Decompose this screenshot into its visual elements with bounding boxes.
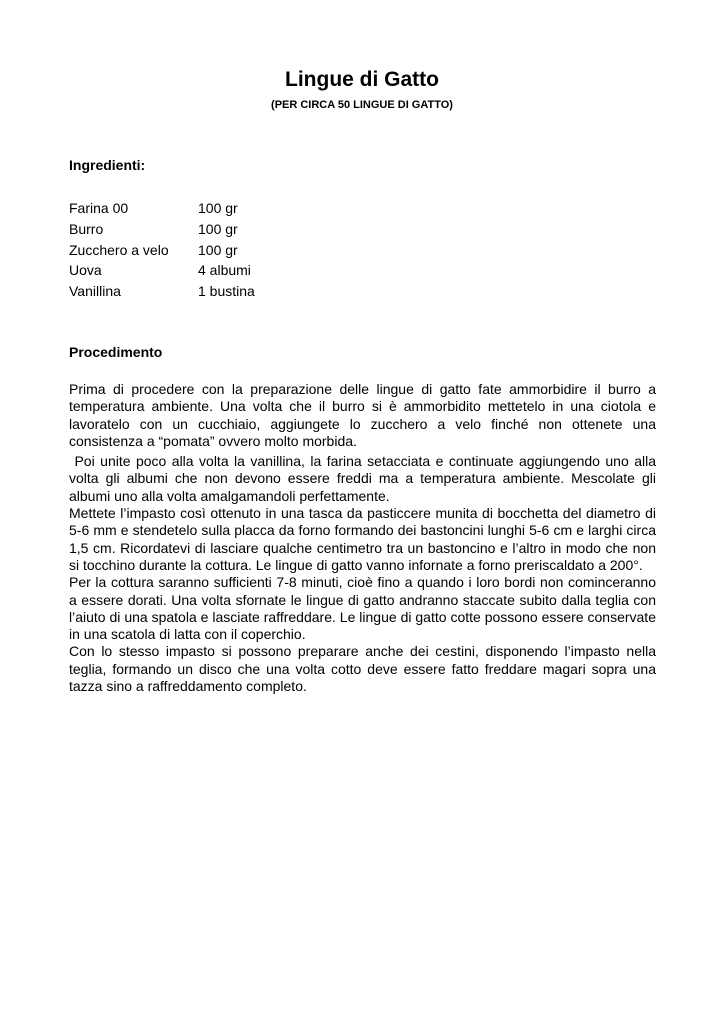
ingredient-row xyxy=(69,260,255,281)
procedure-paragraph: Con lo stesso impasto si possono preparare anche dei cestini, disponendo l’impasto nella teglia, formando un disco che una volta cotto deve essere fatto freddare magari sopra una tazza sino a raffreddamento completo. xyxy=(69,643,656,695)
ingredient-quantity: 100 gr xyxy=(198,200,238,216)
procedure-paragraph: Per la cottura saranno sufficienti 7-8 minuti, cioè fino a quando i loro bordi non cominceranno a essere dorati. Una volta sfornate le lingue di gatto andranno staccate subito dalla teglia con l’aiuto di una spatola e lasciate raffreddare. Le lingue di gatto cotte possono essere conservate in una scatola di latta con il coperchio. xyxy=(69,574,656,643)
ingredients-heading: Ingredienti: xyxy=(69,157,146,173)
ingredient-quantity: 100 gr xyxy=(198,220,238,237)
ingredient-row xyxy=(69,240,255,261)
procedure-paragraph: Prima di procedere con la preparazione delle lingue di gatto fate ammorbidire il burro a temperatura ambiente. Una volta che il burro si è ammorbidito mettetelo in una ciotola e lavoratelo con un cucchiaio, aggiungete lo zucchero a velo finché non ottenete una consistenza a “pomata” ovvero molto morbida. xyxy=(69,381,656,449)
procedure-heading: Procedimento xyxy=(69,344,163,360)
ingredient-name: Zucchero a velo xyxy=(69,241,169,258)
ingredient-name: Farina 00 xyxy=(69,200,129,216)
document-subtitle: (PER CIRCA 50 LINGUE DI GATTO) xyxy=(271,99,453,111)
ingredient-quantity: 1 bustina xyxy=(198,283,255,300)
ingredient-name: Burro xyxy=(69,220,104,237)
ingredient-row xyxy=(69,219,255,240)
ingredient-row xyxy=(69,198,255,219)
procedure-paragraph: Mettete l’impasto così ottenuto in una tasca da pasticcere munita di bocchetta del diametro di 5-6 mm e stendetelo sulla placca da forno formando dei bastoncini lunghi 5-6 cm e larghi circa 1,5 cm. Ricordatevi di lasciare qualche centimetro tra un bastoncino e l’altro in modo che non si tocchino durante la cottura. Le lingue di gatto vanno infornate a forno preriscaldato a 200°. xyxy=(69,505,656,573)
ingredient-name: Vanillina xyxy=(69,283,121,300)
document-title: Lingue di Gatto xyxy=(285,68,439,91)
procedure-paragraph: Poi unite poco alla volta la vanillina, la farina setacciata e continuate aggiungendo uno alla volta gli albumi che non devono essere freddi ma a temperatura ambiente. Mescolate gli albumi uno alla volta amalgamandoli perfettamente. xyxy=(69,453,660,504)
ingredient-row xyxy=(69,281,255,302)
ingredients-list xyxy=(69,198,255,302)
procedure-body xyxy=(69,381,660,695)
ingredient-quantity: 100 gr xyxy=(198,241,238,258)
ingredient-name: Uova xyxy=(69,262,102,279)
ingredient-quantity: 4 albumi xyxy=(198,262,251,279)
